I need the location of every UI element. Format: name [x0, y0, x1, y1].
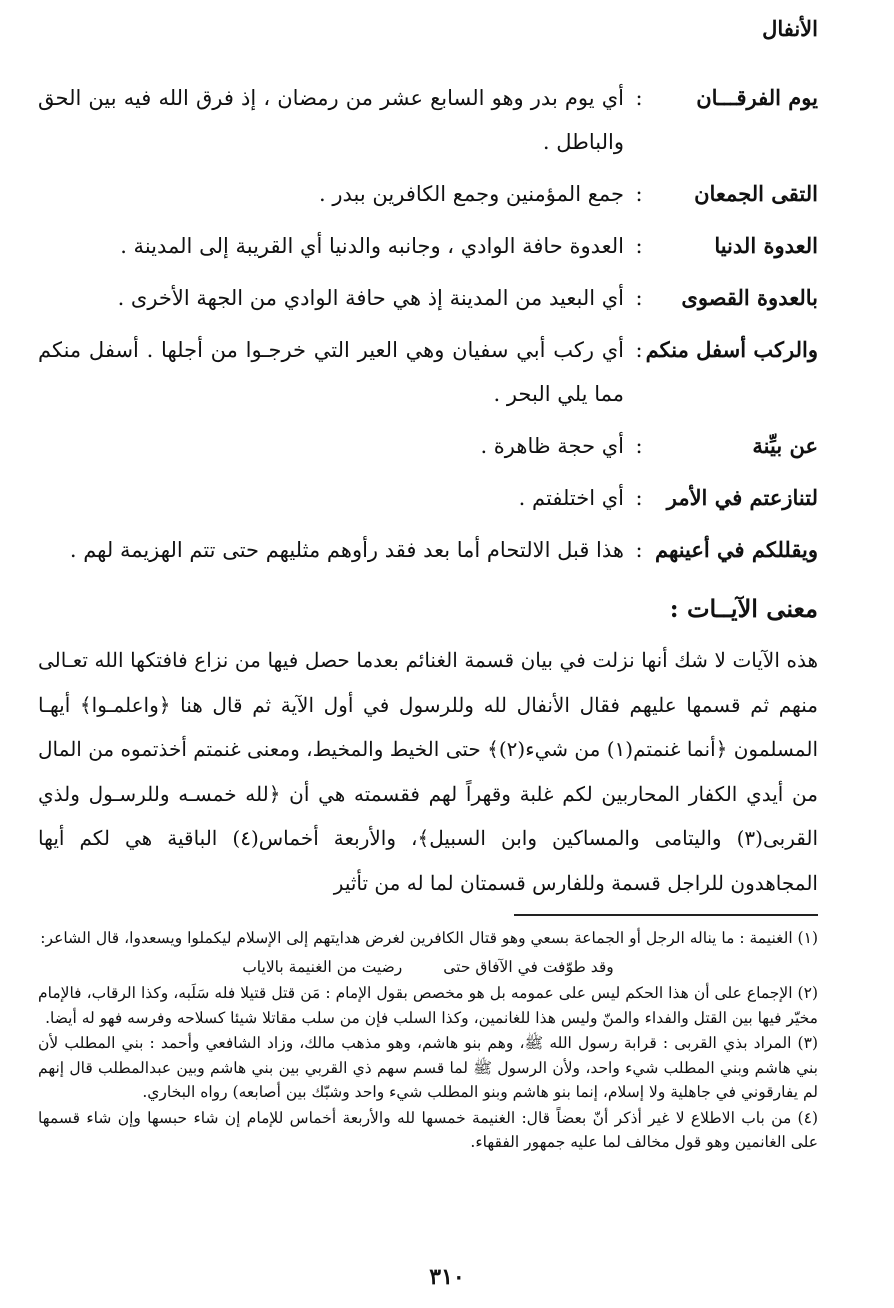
footnotes	[38, 926, 818, 1156]
glossary-entry	[38, 328, 818, 416]
glossary-colon: :	[635, 86, 643, 110]
glossary-entry	[38, 172, 818, 216]
glossary-term: عن بيِّنة	[752, 433, 818, 458]
glossary-term: يوم الفرقـــان	[696, 85, 818, 110]
glossary-colon: :	[635, 234, 643, 258]
glossary-definition: أي اختلفتم .	[518, 486, 624, 510]
glossary-term: لتنازعتم في الأمر	[666, 485, 818, 510]
glossary-definition: أي البعيد من المدينة إذ هي حافة الوادي من الجهة الأخرى .	[117, 286, 624, 310]
footnote-4: (٤) من باب الاطلاع لا غير أذكر أنّ بعضاً قال: الغنيمة خمسها لله والأربعة أخماس للإمام إن شاء حبسها وإن شاء قسمها على الغانمين وهو قول مخالف لما عليه جمهور الفقهاء.	[38, 1108, 818, 1151]
glossary-term: والركب أسفل منكم	[645, 337, 818, 362]
glossary-colon: :	[635, 538, 643, 562]
glossary-definition: جمع المؤمنين وجمع الكافرين ببدر .	[319, 182, 624, 206]
body-paragraph: هذه الآيات لا شك أنها نزلت في بيان قسمة الغنائم بعدما حصل فيها من نزاع فافتكها الله تعـالى منهم ثم قسمها عليهم فقال الأنفال لله وللرسول في أول الآية ثم قال هنا ﴿واعلمـوا﴾ أيهـا المسلمون ﴿أنما غنمتم(١) من شيء(٢)﴾ حتى الخيط والمخيط، ومعنى غنمتم أخذتموه من المال من أيدي الكفار المحاربين لكم غلبة وقهراً لهم فقسمته هي أن ﴿لله خمسـه وللرسـول ولذي القربى(٣) واليتامى والمساكين وابن السبيل﴾، والأربعة أخماس(٤) الباقية هي لكم أيها المجاهدون للراجل قسمة وللفارس قسمتان لما له من تأثير	[38, 648, 819, 895]
glossary-entry	[38, 276, 818, 320]
glossary-entry	[38, 424, 818, 468]
running-header-title: الأنفال	[762, 16, 818, 41]
section-heading: معنى الآيــات :	[669, 594, 818, 623]
glossary-entry	[38, 76, 818, 164]
footnote-divider	[514, 914, 818, 916]
glossary-colon: :	[635, 286, 643, 310]
page-number: ٣١٠	[429, 1264, 465, 1290]
glossary-definition: أي حجة ظاهرة .	[480, 434, 624, 458]
glossary-colon: :	[635, 182, 643, 206]
footnote-1: (١) الغنيمة : ما يناله الرجل أو الجماعة بسعي وهو قتال الكافرين لغرض هدايتهم إلى الإسلام ليكملوا ويسعدوا، قال الشاعر:	[40, 929, 818, 947]
glossary-term: ويقللكم في أعينهم	[655, 537, 818, 562]
verse-second-hemistich: رضيت من الغنيمة بالاياب	[242, 957, 403, 976]
glossary-definition: العدوة حافة الوادي ، وجانبه والدنيا أي القريبة إلى المدينة .	[120, 234, 624, 258]
glossary-definition: أي يوم بدر وهو السابع عشر من رمضان ، إذ فرق الله فيه بين الحق والباطل .	[38, 86, 624, 154]
footnote-2: (٢) الإجماع على أن هذا الحكم ليس على عمومه بل هو مخصص بقول الإمام : مَن قتل قتيلا فله سَلَبه، وكذا الرقاب، فالإمام مخيّر فيها بين القتل والفداء والمنّ وليس هذا للغانمين، وكذا السلب فإن من سلب مقاتلا شيئا كسلاحه وفرسه فهو له أيضا.	[38, 984, 818, 1027]
glossary	[38, 76, 818, 580]
glossary-entry	[38, 528, 818, 572]
verse-first-hemistich: وقد طوّفت في الآفاق حتى	[443, 957, 614, 976]
glossary-colon: :	[635, 486, 643, 510]
glossary-definition: هذا قبل الالتحام أما بعد فقد رأوهم مثليهم حتى تتم الهزيمة لهم .	[69, 538, 624, 562]
footnote-3: (٣) المراد بذي القربى : قرابة رسول الله ﷺ، وهم بنو هاشم، وهو مذهب مالك، وزاد الشافعي وأحمد : بني المطلب لأن بني هاشم وبني المطلب شيء واحد، ولأن الرسول ﷺ لما قسم سهم ذي القربي بين بني هاشم وبين عبدالمطلب قال إنهم لم يفارقوني في جاهلية ولا إسلام، إنما بنو هاشم وبنو المطلب شيء واحد وشبّك بين أصابعه) رواه البخاري.	[38, 1034, 818, 1101]
glossary-term: بالعدوة القصوى	[681, 285, 818, 310]
glossary-colon: :	[635, 338, 643, 362]
glossary-term: العدوة الدنيا	[714, 233, 818, 258]
glossary-definition: أي ركب أبي سفيان وهي العير التي خرجـوا من أجلها . أسفل منكم مما يلي البحر .	[38, 338, 624, 406]
poetry-verse	[38, 955, 818, 980]
glossary-colon: :	[635, 434, 643, 458]
glossary-entry	[38, 476, 818, 520]
glossary-entry	[38, 224, 818, 268]
glossary-term: التقى الجمعان	[694, 181, 818, 206]
